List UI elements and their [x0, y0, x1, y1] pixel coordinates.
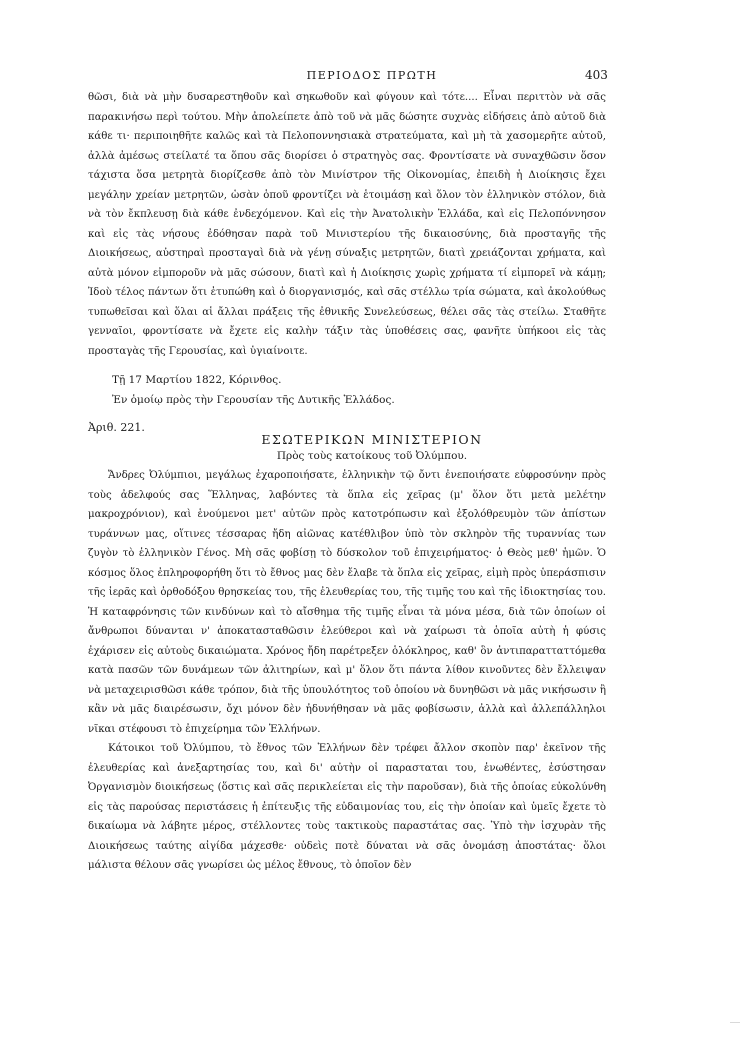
- continuation-text-block: [88, 88, 606, 361]
- section-title: ΕΣΩΤΕΡΙΚΩΝ ΜΙΝΙΣΤΕΡΙΟΝ: [261, 432, 483, 447]
- section-subtitle: Πρὸς τοὺς κατοίκους τοῦ Ὀλύμπου.: [276, 450, 468, 462]
- continuation-paragraph: θῶσι, διὰ νὰ μὴν δυσαρεστηθοῦν καὶ σηκωθοῦν καὶ φύγουν καὶ τότε.... Εἶναι περιττὸν νὰ σᾶς παρακινήσω περὶ τούτου. Μὴν ἀπολείπετε ἀπὸ τοῦ νὰ μᾶς δώσητε συχνὰς εἰδήσεις ἀπὸ αὐτοῦ διὰ κάθε τι· περιποιηθῆτε καλῶς καὶ τὰ Πελοποννησιακὰ στρατεύματα, καὶ μὴ τὰ χασομερῆτε αὐτοῦ, ἀλλὰ ἀμέσως στείλατέ τα ὅπου σᾶς διορίσει ὁ στρατηγὸς σας. Φροντίσατε νὰ συναχθῶσιν ὅσον τάχιστα ὅσα μετρητὰ διορίζεσθε ἀπὸ τὸν Μινίστρον τῆς Οἰκονομίας, ἐπειδὴ ἡ Διοίκησις ἔχει μεγάλην χρείαν μετρητῶν, ὡσὰν ὁποῦ φροντίζει νὰ ἑτοιμάσῃ καὶ ὅλον τὸν ἑλληνικὸν στόλον, διὰ νὰ τὸν ἔκπλευσῃ διὰ κάθε ἐνδεχόμενον. Καὶ εἰς τὴν Ἀνατολικὴν Ἑλλάδα, καὶ εἰς Πελοπόννησον καὶ εἰς τὰς νήσους ἐδόθησαν παρὰ τοῦ Μινιστερίου τῆς δικαιοσύνης, διὰ προσταγῆς τῆς Διοικήσεως, αὐστηραὶ προσταγαὶ διὰ νὰ γένῃ σύναξις μετρητῶν, διατὶ χρειάζονται χρήματα, καὶ αὐτὰ μόνον εἰμποροῦν νὰ μᾶς σώσουν, διατὶ καὶ ἡ Διοίκησις χωρὶς χρήματα τί εἰμπορεῖ νὰ κάμῃ; Ἰδοὺ τέλος πάντων ὅτι ἐτυπώθη καὶ ὁ διοργανισμός, καὶ σᾶς στέλλω τρία σώματα, καὶ ἀκολούθως τυπωθεῖσαι καὶ ὅλαι αἱ ἄλλαι πράξεις τῆς ἐθνικῆς Συνελεύσεως, θέλει σᾶς τὰς στείλω. Σταθῆτε γενναῖοι, φροντίσατε νὰ ἔχετε εἰς καλὴν τάξιν τὰς ὑποθέσεις σας, φανῆτε ὑπήκοοι εἰς τὰς προσταγὰς τῆς Γερουσίας, καὶ ὑγιαίνοιτε.: [88, 92, 606, 357]
- letter-paragraph-2: Κάτοικοι τοῦ Ὀλύμπου, τὸ ἔθνος τῶν Ἑλλήνων δὲν τρέφει ἄλλον σκοπὸν παρ' ἐκεῖνον τῆς ἐλευθερίας καὶ ἀνεξαρτησίας του, καὶ δι' αὐτὴν οἱ παρασταται του, ἑνωθέντες, ἐσύστησαν Ὀργανισμὸν διοικήσεως (ὅστις καὶ σᾶς περικλείεται εἰς τὴν παροῦσαν), διὰ τῆς ὁποίας εὐκολύνθη εἰς τὰς παρούσας περιστάσεις ἡ ἐπίτευξις τῆς εὐδαιμονίας του, εἰς τὴν ὁποίαν καὶ ὑμεῖς ἔχετε τὸ δικαίωμα νὰ λάβητε μέρος, στέλλοντες τοὺς τακτικοὺς παραστάτας σας. Ὑπὸ τὴν ἰσχυρὰν τῆς Διοικήσεως ταύτης αἰγίδα μάχεσθε· οὐδεὶς ποτὲ δύναται νὰ σᾶς ὀνομάσῃ ἀποστάτας· ὅλοι μάλιστα θέλουν σᾶς γνωρίσει ὡς μέλος ἔθνους, τὸ ὁποῖον δὲν: [88, 743, 606, 871]
- date-line: Τῇ 17 Μαρτίου 1822, Κόρινθος.: [112, 374, 282, 386]
- page-number: 403: [585, 68, 608, 82]
- letter-paragraph-1: Ἄνδρες Ὀλύμπιοι, μεγάλως ἐχαροποιήσατε, ἑλληνικὴν τῷ ὄντι ἐνεποιήσατε εὐφροσύνην πρὸς τοὺς ἀδελφούς σας Ἕλληνας, λαβόντες τὰ ὅπλα εἰς χεῖρας (μ' ὅλον ὅτι μετὰ μελέτην μακροχρόνιον), καὶ ἑνούμενοι μετ' αὐτῶν πρὸς κατοτρόπωσιν καὶ ἐξολόθρευμὸν τῶν ἀπίστων τυράννων μας, οἵτινες τέσσαρας ἤδη αἰῶνας κατέθλιβον ὑπὸ τὸν σκληρὸν τῆς τυραννίας των ζυγὸν τὸ ἑλληνικὸν Γένος. Μὴ σᾶς φοβίσῃ τὸ δύσκολον τοῦ ἐπιχειρήματος· ὁ Θεὸς μεθ' ἡμῶν. Ὁ κόσμος ὅλος ἐπληροφορήθη ὅτι τὸ ἔθνος μας δὲν ἔλαβε τὰ ὅπλα εἰς χεῖρας, εἰμὴ πρὸς ὑπεράσπισιν τῆς ἱερᾶς καὶ ὀρθοδόξου θρησκείας του, τῆς ἐλευθερίας του, τῆς τιμῆς του καὶ τῆς ἰδιοκτησίας του. Ἡ καταφρόνησις τῶν κινδύνων καὶ τὸ αἴσθημα τῆς τιμῆς εἶναι τὰ μόνα μέσα, διὰ τῶν ὁποίων οἱ ἄνθρωποι δύνανται ν' ἀποκατασταθῶσιν ἐλεύθεροι καὶ νὰ χαίρωσι τὰ ὁποῖα αὐτὴ ἡ φύσις ἐχάρισεν εἰς αὐτοὺς δικαιώματα. Χρόνος ἤδη παρέτρεξεν ὁλόκληρος, καθ' ὃν ἀντιπαρατταττόμεθα κατὰ πασῶν τῶν δυνάμεων τῶν ἀλιτηρίων, καὶ μ' ὅλον ὅτι πάντα λίθον κινοῦντες δὲν ἔλλειψαν νὰ μεταχειρισθῶσι κάθε τρόπον, διὰ τῆς ὑπουλότητος τοῦ ὁποίου νὰ δυνηθῶσι νὰ μᾶς νικήσωσιν ἢ κἂν νὰ μᾶς διαιρέσωσιν, ὄχι μόνον δὲν ἠδυνήθησαν νὰ μᾶς φοβίσωσιν, ἀλλὰ καὶ ἀλλεπάλληλοι νῖκαι στέφουσι τὸ ἐπιχείρημα τῶν Ἑλλήνων.: [88, 470, 606, 735]
- letter-body: [88, 466, 606, 876]
- document-number: Ἀριθ. 221.: [88, 421, 145, 434]
- scan-edge-mark: [730, 1022, 740, 1023]
- running-header: ΠΕΡΙΟΔΟΣ ΠΡΩΤΗ: [306, 69, 438, 82]
- copy-note: Ἐν ὁμοίῳ πρὸς τὴν Γερουσίαν τῆς Δυτικῆς Ἑλλάδος.: [112, 394, 395, 406]
